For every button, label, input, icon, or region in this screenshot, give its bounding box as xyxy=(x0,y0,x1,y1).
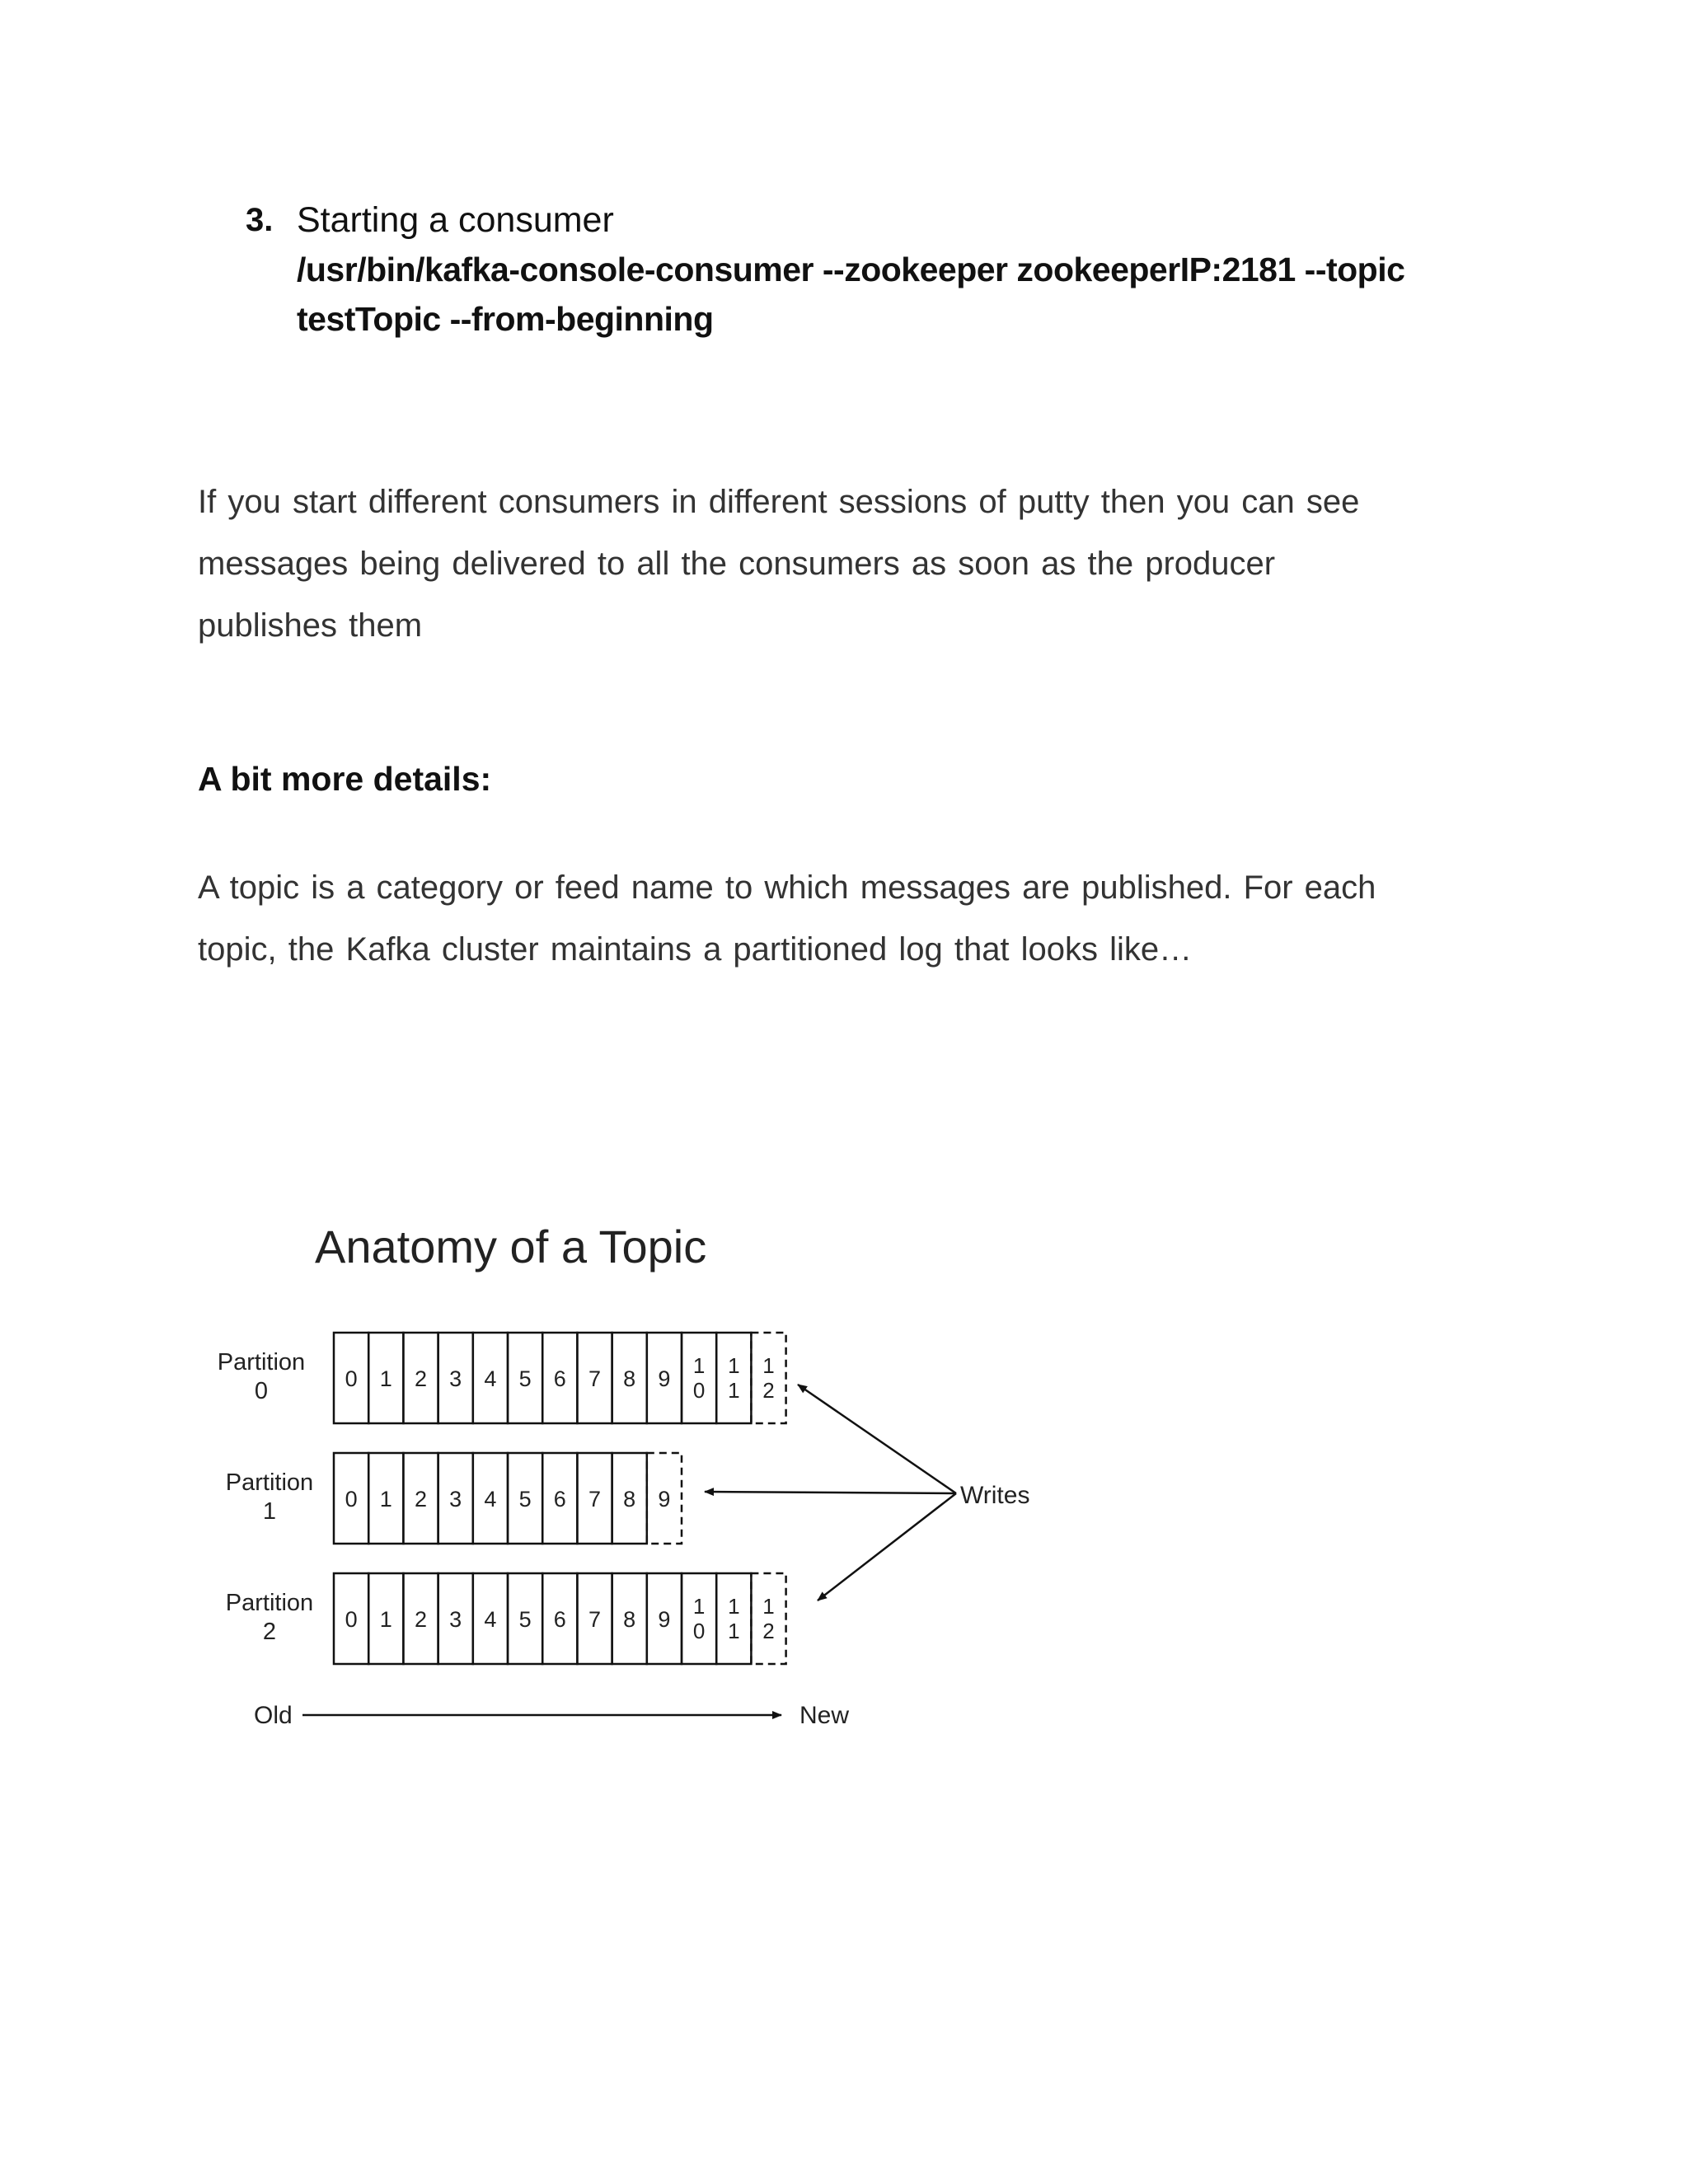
log-cell-offset: 1 xyxy=(728,1378,740,1403)
pending-cell-offset: 2 xyxy=(762,1378,775,1403)
log-cell-offset: 1 xyxy=(692,1594,706,1619)
log-cell-offset: 6 xyxy=(553,1487,566,1511)
log-cell-offset: 6 xyxy=(553,1607,566,1632)
log-cell-offset: 7 xyxy=(588,1366,602,1391)
log-cell-offset: 0 xyxy=(345,1607,358,1632)
log-cell-offset: 2 xyxy=(414,1607,428,1632)
log-cell-offset: 7 xyxy=(588,1607,602,1632)
pending-cell-offset: 1 xyxy=(762,1594,775,1619)
write-arrow-partition-2 xyxy=(818,1493,956,1601)
log-cell-offset: 4 xyxy=(484,1607,497,1632)
log-cell-offset: 3 xyxy=(449,1487,462,1511)
log-cell-offset: 5 xyxy=(518,1607,532,1632)
pending-cell-offset: 2 xyxy=(762,1619,775,1643)
paragraph-line: publishes them xyxy=(198,607,423,644)
log-cell-offset: 1 xyxy=(379,1366,392,1391)
log-cell-offset: 1 xyxy=(692,1353,706,1378)
log-cell-offset: 3 xyxy=(449,1607,462,1632)
paragraph-line: A topic is a category or feed name to which messages are published. For each xyxy=(198,869,1376,906)
paragraph-line: messages being delivered to all the consumers as soon as the producer xyxy=(198,546,1276,582)
log-cell-offset: 5 xyxy=(518,1487,532,1511)
log-cell-offset: 0 xyxy=(345,1487,358,1511)
log-cell-offset: 1 xyxy=(728,1353,740,1378)
write-arrow-partition-1 xyxy=(705,1492,956,1493)
log-cell-offset: 1 xyxy=(728,1594,740,1619)
partition-row xyxy=(218,1333,786,1423)
log-cell-offset: 9 xyxy=(658,1366,671,1391)
log-cell-offset: 3 xyxy=(449,1366,462,1391)
diagram-title: Anatomy of a Topic xyxy=(315,1221,707,1272)
command-line-1: /usr/bin/kafka-console-consumer --zookeeper zookeeperIP:2181 --topic xyxy=(297,251,1405,288)
log-cell-offset: 8 xyxy=(623,1366,636,1391)
write-arrow-partition-0 xyxy=(798,1385,956,1493)
section-number: 3. xyxy=(246,202,274,238)
section-heading: A bit more details: xyxy=(198,760,492,798)
writes-label: Writes xyxy=(960,1482,1030,1509)
paragraph-line: topic, the Kafka cluster maintains a partitioned log that looks like… xyxy=(198,931,1193,968)
log-cell-offset: 9 xyxy=(658,1607,671,1632)
partition-number: 1 xyxy=(262,1498,277,1525)
log-cell-offset: 0 xyxy=(345,1366,358,1391)
log-cell-offset: 7 xyxy=(588,1487,602,1511)
partition-label: Partition xyxy=(225,1590,314,1616)
log-cell-offset: 8 xyxy=(623,1607,636,1632)
partition-number: 2 xyxy=(262,1619,277,1645)
section-title: Starting a consumer xyxy=(297,200,614,240)
paragraph-line: If you start different consumers in different sessions of putty then you can see xyxy=(198,484,1360,520)
partition-label: Partition xyxy=(225,1469,314,1496)
log-cell-offset: 1 xyxy=(379,1487,392,1511)
partition-label: Partition xyxy=(217,1349,306,1376)
command-line-2: testTopic --from-beginning xyxy=(297,300,714,338)
log-cell-offset: 4 xyxy=(484,1487,497,1511)
log-cell-offset: 1 xyxy=(379,1607,392,1632)
log-cell-offset: 2 xyxy=(414,1487,428,1511)
partition-row xyxy=(226,1573,786,1664)
log-cell-offset: 1 xyxy=(728,1619,740,1643)
log-cell-offset: 5 xyxy=(518,1366,532,1391)
partition-number: 0 xyxy=(254,1378,269,1404)
log-cell-offset: 8 xyxy=(623,1487,636,1511)
log-cell-offset: 4 xyxy=(484,1366,497,1391)
log-cell-offset: 0 xyxy=(692,1619,706,1643)
partition-row xyxy=(226,1453,682,1544)
pending-cell-offset: 9 xyxy=(658,1487,671,1511)
pending-cell-offset: 1 xyxy=(762,1353,775,1378)
log-cell-offset: 0 xyxy=(692,1378,706,1403)
log-cell-offset: 6 xyxy=(553,1366,566,1391)
partition-rows xyxy=(218,1333,786,1664)
new-label: New xyxy=(799,1702,850,1729)
log-cell-offset: 2 xyxy=(414,1366,428,1391)
old-label: Old xyxy=(254,1702,293,1729)
